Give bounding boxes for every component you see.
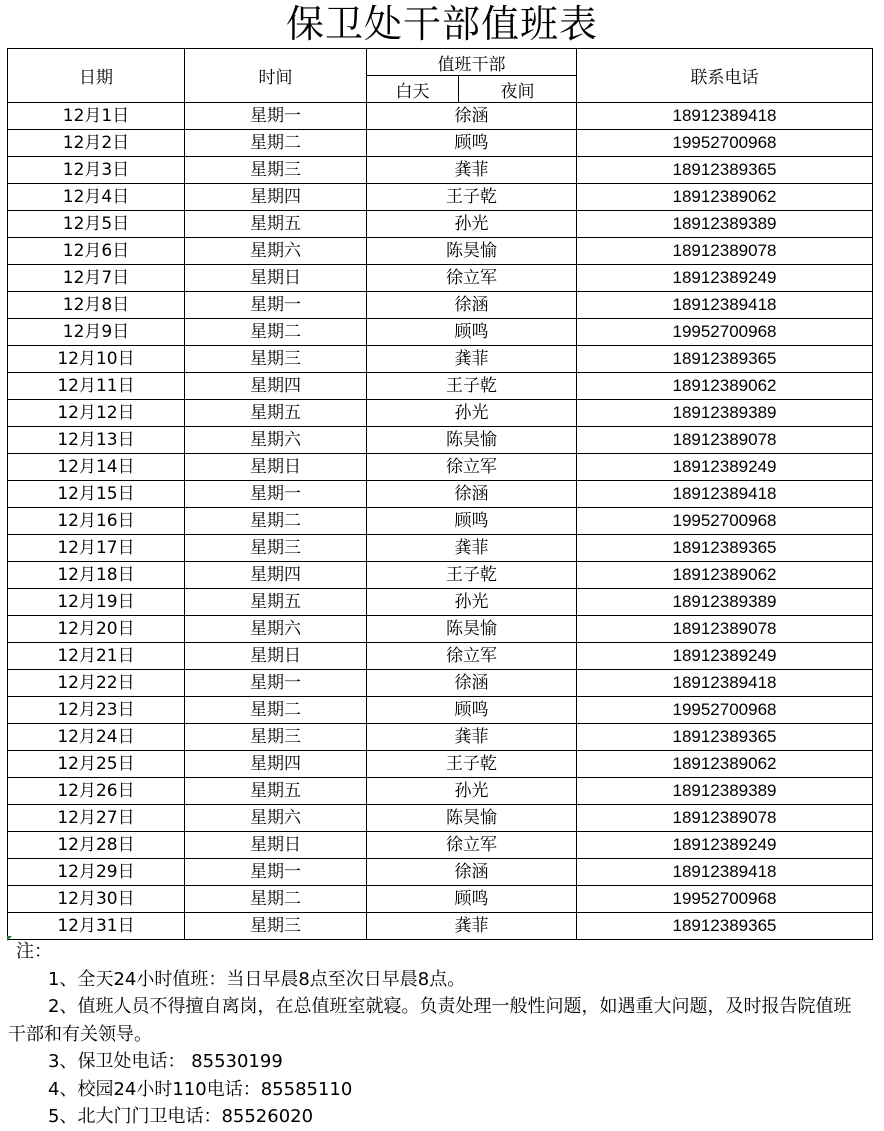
phone-cell: 18912389249	[577, 832, 873, 859]
cadre-cell: 孙光	[367, 211, 577, 238]
weekday-cell: 星期一	[185, 670, 367, 697]
cadre-cell: 孙光	[367, 778, 577, 805]
phone-cell: 18912389062	[577, 373, 873, 400]
phone-cell: 18912389389	[577, 211, 873, 238]
cadre-cell: 顾鸣	[367, 508, 577, 535]
phone-cell: 18912389389	[577, 400, 873, 427]
date-cell: 12月14日	[8, 454, 185, 481]
header-date: 日期	[8, 49, 185, 103]
table-row	[8, 670, 873, 697]
table-row	[8, 211, 873, 238]
date-cell: 12月19日	[8, 589, 185, 616]
phone-cell: 18912389365	[577, 724, 873, 751]
date-cell: 12月22日	[8, 670, 185, 697]
phone-cell: 19952700968	[577, 886, 873, 913]
cadre-cell: 徐涵	[367, 670, 577, 697]
cadre-cell: 顾鸣	[367, 886, 577, 913]
notes-section	[8, 938, 868, 1131]
cadre-cell: 龚菲	[367, 535, 577, 562]
phone-cell: 18912389078	[577, 427, 873, 454]
cadre-cell: 顾鸣	[367, 319, 577, 346]
table-row	[8, 346, 873, 373]
note-item: 5、北大门门卫电话：85526020	[48, 1106, 314, 1127]
table-row	[8, 859, 873, 886]
table-row	[8, 400, 873, 427]
date-cell: 12月16日	[8, 508, 185, 535]
weekday-cell: 星期一	[185, 103, 367, 130]
table-row	[8, 265, 873, 292]
table-row	[8, 481, 873, 508]
phone-cell: 19952700968	[577, 130, 873, 157]
table-row	[8, 643, 873, 670]
cadre-cell: 王子乾	[367, 562, 577, 589]
cadre-cell: 徐立军	[367, 643, 577, 670]
cadre-cell: 龚菲	[367, 157, 577, 184]
phone-cell: 18912389389	[577, 778, 873, 805]
weekday-cell: 星期五	[185, 211, 367, 238]
weekday-cell: 星期五	[185, 589, 367, 616]
weekday-cell: 星期二	[185, 697, 367, 724]
weekday-cell: 星期日	[185, 832, 367, 859]
header-row	[8, 49, 873, 76]
phone-cell: 18912389418	[577, 103, 873, 130]
phone-cell: 18912389365	[577, 157, 873, 184]
table-row	[8, 589, 873, 616]
table-body	[8, 103, 873, 940]
table-row	[8, 562, 873, 589]
phone-cell: 18912389418	[577, 481, 873, 508]
weekday-cell: 星期五	[185, 778, 367, 805]
date-cell: 12月12日	[8, 400, 185, 427]
weekday-cell: 星期日	[185, 265, 367, 292]
weekday-cell: 星期二	[185, 319, 367, 346]
weekday-cell: 星期六	[185, 805, 367, 832]
weekday-cell: 星期四	[185, 562, 367, 589]
date-cell: 12月30日	[8, 886, 185, 913]
cadre-cell: 孙光	[367, 400, 577, 427]
date-cell: 12月18日	[8, 562, 185, 589]
weekday-cell: 星期五	[185, 400, 367, 427]
note-item: 4、校园24小时110电话：85585110	[48, 1078, 353, 1100]
weekday-cell: 星期日	[185, 454, 367, 481]
weekday-cell: 星期三	[185, 724, 367, 751]
header-night: 夜间	[459, 76, 577, 103]
cadre-cell: 顾鸣	[367, 697, 577, 724]
table-row	[8, 103, 873, 130]
cadre-cell: 龚菲	[367, 724, 577, 751]
date-cell: 12月13日	[8, 427, 185, 454]
cadre-cell: 陈昊愉	[367, 805, 577, 832]
date-cell: 12月17日	[8, 535, 185, 562]
date-cell: 12月4日	[8, 184, 185, 211]
cadre-cell: 陈昊愉	[367, 616, 577, 643]
cadre-cell: 陈昊愉	[367, 238, 577, 265]
page-title: 保卫处干部值班表	[285, 2, 598, 46]
note-item: 3、保卫处电话： 85530199	[48, 1051, 283, 1072]
weekday-cell: 星期二	[185, 130, 367, 157]
cadre-cell: 王子乾	[367, 751, 577, 778]
table-row	[8, 373, 873, 400]
phone-cell: 18912389249	[577, 643, 873, 670]
cadre-cell: 王子乾	[367, 373, 577, 400]
date-cell: 12月8日	[8, 292, 185, 319]
date-cell: 12月15日	[8, 481, 185, 508]
table-row	[8, 319, 873, 346]
phone-cell: 18912389418	[577, 859, 873, 886]
date-cell: 12月10日	[8, 346, 185, 373]
cadre-cell: 徐涵	[367, 292, 577, 319]
cadre-cell: 顾鸣	[367, 130, 577, 157]
header-phone: 联系电话	[577, 49, 873, 103]
header-cadre: 值班干部	[367, 49, 577, 76]
weekday-cell: 星期一	[185, 481, 367, 508]
table-row	[8, 832, 873, 859]
date-cell: 12月20日	[8, 616, 185, 643]
table-row	[8, 886, 873, 913]
cadre-cell: 徐涵	[367, 859, 577, 886]
date-cell: 12月5日	[8, 211, 185, 238]
phone-cell: 18912389249	[577, 265, 873, 292]
header-day: 白天	[367, 76, 459, 103]
table-row	[8, 535, 873, 562]
date-cell: 12月7日	[8, 265, 185, 292]
table-row	[8, 184, 873, 211]
header-time: 时间	[185, 49, 367, 103]
notes-heading: 注：	[16, 941, 52, 962]
date-cell: 12月6日	[8, 238, 185, 265]
phone-cell: 19952700968	[577, 697, 873, 724]
note-item: 1、全天24小时值班：当日早晨8点至次日早晨8点。	[48, 968, 466, 990]
phone-cell: 18912389365	[577, 535, 873, 562]
weekday-cell: 星期四	[185, 751, 367, 778]
phone-cell: 18912389062	[577, 562, 873, 589]
phone-cell: 18912389078	[577, 238, 873, 265]
date-cell: 12月1日	[8, 103, 185, 130]
date-cell: 12月21日	[8, 643, 185, 670]
date-cell: 12月27日	[8, 805, 185, 832]
date-cell: 12月2日	[8, 130, 185, 157]
phone-cell: 18912389062	[577, 184, 873, 211]
weekday-cell: 星期四	[185, 184, 367, 211]
cadre-cell: 孙光	[367, 589, 577, 616]
table-row	[8, 751, 873, 778]
table-row	[8, 427, 873, 454]
cadre-cell: 徐涵	[367, 481, 577, 508]
date-cell: 12月23日	[8, 697, 185, 724]
table-row	[8, 616, 873, 643]
table-row	[8, 130, 873, 157]
phone-cell: 18912389078	[577, 805, 873, 832]
weekday-cell: 星期二	[185, 508, 367, 535]
phone-cell: 18912389078	[577, 616, 873, 643]
date-cell: 12月29日	[8, 859, 185, 886]
note-item: 2、值班人员不得擅自离岗，在总值班室就寝。负责处理一般性问题，如遇重大问题，及时报告院值班干部和有关领导。	[8, 996, 852, 1045]
date-cell: 12月24日	[8, 724, 185, 751]
date-cell: 12月3日	[8, 157, 185, 184]
table-row	[8, 913, 873, 940]
phone-cell: 18912389365	[577, 346, 873, 373]
weekday-cell: 星期三	[185, 157, 367, 184]
weekday-cell: 星期二	[185, 886, 367, 913]
cadre-cell: 龚菲	[367, 346, 577, 373]
phone-cell: 18912389389	[577, 589, 873, 616]
weekday-cell: 星期六	[185, 616, 367, 643]
date-cell: 12月25日	[8, 751, 185, 778]
weekday-cell: 星期六	[185, 427, 367, 454]
phone-cell: 18912389249	[577, 454, 873, 481]
date-cell: 12月11日	[8, 373, 185, 400]
phone-cell: 18912389418	[577, 292, 873, 319]
phone-cell: 19952700968	[577, 319, 873, 346]
phone-cell: 19952700968	[577, 508, 873, 535]
table-row	[8, 805, 873, 832]
cadre-cell: 龚菲	[367, 913, 577, 940]
weekday-cell: 星期三	[185, 346, 367, 373]
table-row	[8, 724, 873, 751]
weekday-cell: 星期三	[185, 913, 367, 940]
phone-cell: 18912389062	[577, 751, 873, 778]
cadre-cell: 王子乾	[367, 184, 577, 211]
weekday-cell: 星期四	[185, 373, 367, 400]
cadre-cell: 徐涵	[367, 103, 577, 130]
table-row	[8, 157, 873, 184]
table-row	[8, 778, 873, 805]
table-row	[8, 508, 873, 535]
date-cell: 12月26日	[8, 778, 185, 805]
table-row	[8, 238, 873, 265]
weekday-cell: 星期三	[185, 535, 367, 562]
cadre-cell: 徐立军	[367, 265, 577, 292]
date-cell: 12月9日	[8, 319, 185, 346]
table-row	[8, 697, 873, 724]
table-row	[8, 292, 873, 319]
cadre-cell: 徐立军	[367, 832, 577, 859]
cadre-cell: 徐立军	[367, 454, 577, 481]
weekday-cell: 星期六	[185, 238, 367, 265]
weekday-cell: 星期一	[185, 859, 367, 886]
phone-cell: 18912389418	[577, 670, 873, 697]
date-cell: 12月31日	[8, 913, 185, 940]
date-cell: 12月28日	[8, 832, 185, 859]
weekday-cell: 星期日	[185, 643, 367, 670]
table-row	[8, 454, 873, 481]
phone-cell: 18912389365	[577, 913, 873, 940]
weekday-cell: 星期一	[185, 292, 367, 319]
duty-table	[7, 48, 873, 940]
cadre-cell: 陈昊愉	[367, 427, 577, 454]
